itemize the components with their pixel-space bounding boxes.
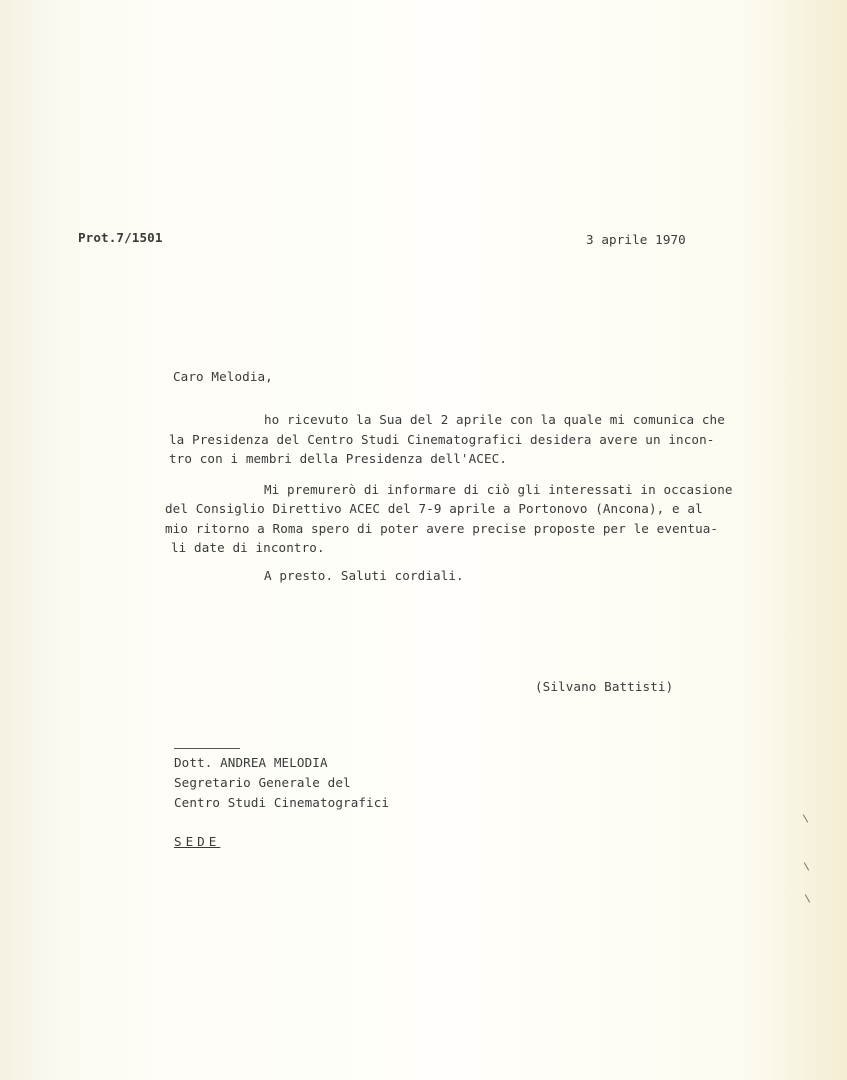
margin-mark <box>805 894 810 902</box>
recipient-name: Dott. ANDREA MELODIA <box>174 755 328 770</box>
recipient-rule <box>174 748 240 749</box>
recipient-location: SEDE <box>174 834 221 849</box>
signature: (Silvano Battisti) <box>535 679 674 694</box>
paragraph-2-line-4: li date di incontro. <box>171 540 325 555</box>
paragraph-1-line-3: tro con i membri della Presidenza dell'ACEC. <box>169 451 508 466</box>
paragraph-2-line-2: del Consiglio Direttivo ACEC del 7-9 aprile a Portonovo (Ancona), e al <box>165 501 703 516</box>
salutation: Caro Melodia, <box>173 369 273 384</box>
letter-date: 3 aprile 1970 <box>586 232 686 247</box>
protocol-number: Prot.7/1501 <box>78 230 163 245</box>
paragraph-1-line-2: la Presidenza del Centro Studi Cinematografici desidera avere un incon- <box>169 432 715 447</box>
closing-line: A presto. Saluti cordiali. <box>264 568 464 583</box>
paragraph-2-line-1: Mi premurerò di informare di ciò gli interessati in occasione <box>264 482 733 497</box>
paragraph-2-line-3: mio ritorno a Roma spero di poter avere precise proposte per le eventua- <box>165 521 719 536</box>
margin-mark <box>804 862 809 870</box>
margin-mark <box>803 814 808 822</box>
recipient-organization: Centro Studi Cinematografici <box>174 795 390 810</box>
recipient-title: Segretario Generale del <box>174 775 351 790</box>
paragraph-1-line-1: ho ricevuto la Sua del 2 aprile con la quale mi comunica che <box>264 412 725 427</box>
